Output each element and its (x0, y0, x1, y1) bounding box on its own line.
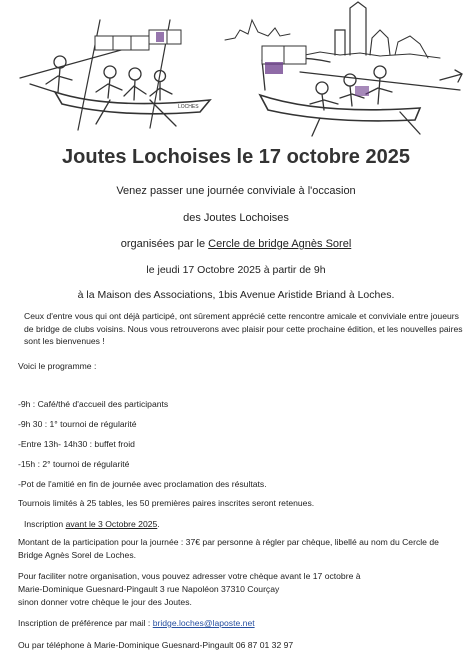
program-item: -Pot de l'amitié en fin de journée avec proclamation des résultats. (18, 479, 267, 489)
mail-line (18, 617, 458, 631)
limits-text: Tournois limités à 25 tables, les 50 premières paires inscrites seront retenues. (18, 498, 315, 508)
organizer-club: Cercle de bridge Agnès Sorel (208, 238, 352, 250)
program-item: -9h 30 : 1° tournoi de régularité (18, 419, 137, 429)
jousting-boats-illustration (0, 0, 472, 140)
program-label: Voici le programme : (18, 361, 97, 371)
program-item: -9h : Café/thé d'accueil des participants (18, 399, 169, 409)
organized-prefix: organisées par le (120, 238, 206, 250)
date-line: le jeudi 17 Octobre 2025 à partir de 9h (146, 264, 326, 276)
organizer-line (0, 238, 472, 250)
intro-line-1: Venez passer une journée conviviale à l'occasion (116, 185, 356, 197)
boat-lettering: LOCHES (178, 104, 199, 110)
program-item: -15h : 2° tournoi de régularité (18, 459, 130, 469)
cheque-line-1: Pour faciliter notre organisation, vous pouvez adresser votre chèque avant le 17 octobre à (18, 571, 361, 581)
price-paragraph: Montant de la participation pour la journée : 37€ par personne à régler par chèque, libellé au nom du Cercle de Bridge Agnès Sorel de Loches. (18, 537, 439, 560)
phone-line: Ou par téléphone à Marie-Dominique Guesnard-Pingault 06 87 01 32 97 (18, 640, 294, 650)
mail-link[interactable]: bridge.loches@laposte.net (152, 618, 255, 628)
venue-line: à la Maison des Associations, 1bis Avenue Aristide Briand à Loches. (77, 289, 395, 301)
cheque-line-2: Marie-Dominique Guesnard-Pingault 3 rue Napoléon 37310 Courçay (18, 584, 280, 594)
inscription-deadline: avant le 3 Octobre 2025 (65, 519, 158, 529)
inscription-prefix: Inscription (24, 519, 64, 529)
cheque-line-3: sinon donner votre chèque le jour des Joutes. (18, 597, 192, 607)
inscription-suffix: . (157, 519, 160, 529)
mail-prefix: Inscription de préférence par mail : (18, 618, 151, 628)
page-title: Joutes Lochoises le 17 octobre 2025 (62, 146, 410, 168)
intro-line-2: des Joutes Lochoises (183, 212, 289, 224)
program-item: -Entre 13h- 14h30 : buffet froid (18, 439, 135, 449)
welcome-paragraph: Ceux d'entre vous qui ont déjà participé, ont sûrement apprécié cette rencontre amicale et conviviale entre joueurs de bridge de clubs voisins. Nous vous retrouverons avec plaisir pour cette prochaine édition, et les nouvelles paires sont les bienvenues ! (24, 311, 463, 346)
inscription-line (24, 518, 464, 532)
